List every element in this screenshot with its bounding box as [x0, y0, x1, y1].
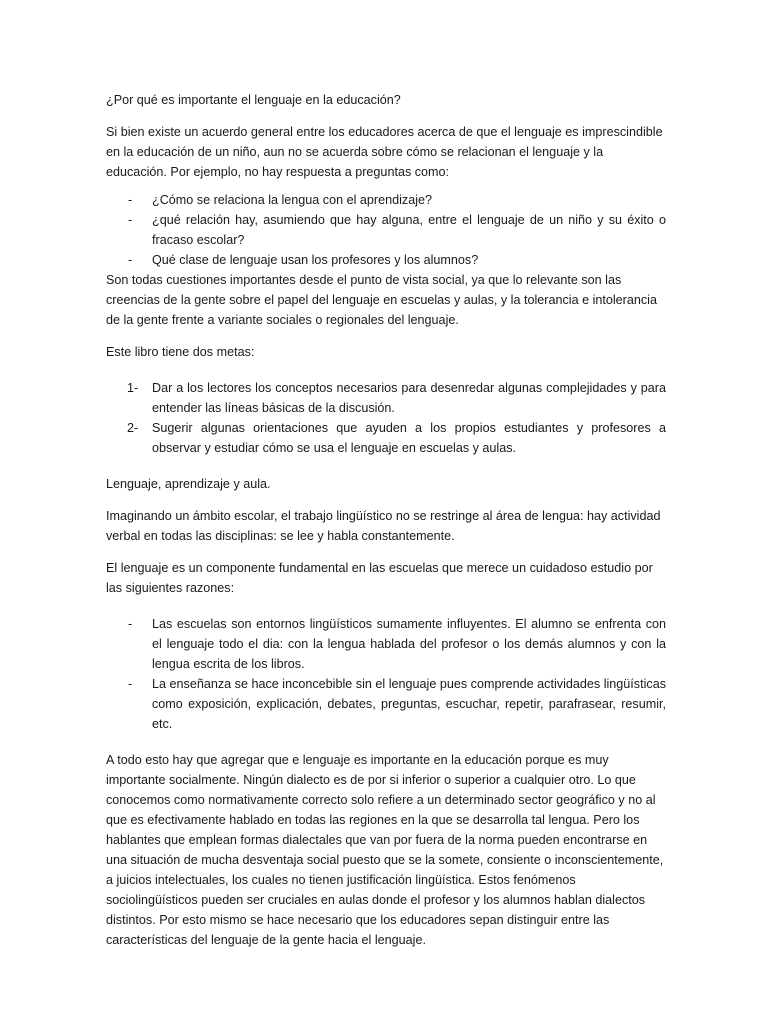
document-body — [106, 90, 666, 950]
list-item: - ¿qué relación hay, asumiendo que hay alguna, entre el lenguaje de un niño y su éxito o fracaso escolar? — [106, 210, 666, 250]
dash-marker: - — [128, 193, 133, 207]
number-marker: 1- — [127, 381, 139, 395]
list-item: 1- Dar a los lectores los conceptos necesarios para desenredar algunas complejidades y para entender las líneas básicas de la discusión. — [106, 378, 666, 418]
paragraph-conclusion: A todo esto hay que agregar que e lenguaje es importante en la educación porque es muy importante socialmente. Ningún dialecto es de por si inferior o superior a cualquier otro. Lo que conocemos como normativamente correcto solo refiere a un determinado sector geográfico y no al que es efectivamente hablado en todas las regiones en la que se desarrolla tal lengua. Pero los hablantes que emplean formas dialectales que van por fuera de la norma pueden encontrarse en una situación de mucha desventaja social puesto que se la somete, consiente o inconscientemente, a juicios intelectuales, los cuales no tienen justificación lingüística. Estos fenómenos sociolingüísticos pueden ser cruciales en aulas donde el profesor y los alumnos hablan dialectos distintos. Por esto mismo se hace necesario que los educadores sepan distinguir entre las características del lenguaje de la gente hacia el lenguaje. — [106, 753, 664, 947]
paragraph-goals-intro: Este libro tiene dos metas: — [106, 345, 255, 359]
list-item: - Qué clase de lenguaje usan los profesores y los alumnos? — [106, 250, 666, 270]
dash-marker: - — [128, 617, 133, 631]
dash-marker: - — [128, 677, 133, 691]
list-item: - Las escuelas son entornos lingüísticos sumamente influyentes. El alumno se enfrenta con el lenguaje todo el dia: con la lengua hablada del profesor o los demás alumnos y con la lengua escrita de los libros. — [106, 614, 666, 674]
list-item: 2- Sugerir algunas orientaciones que ayuden a los propios estudiantes y profesores a observar y estudiar cómo se usa el lenguaje en escuelas y aulas. — [106, 418, 666, 458]
list-item: - ¿Cómo se relaciona la lengua con el aprendizaje? — [106, 190, 666, 210]
reasons-list — [106, 614, 666, 734]
document-title: ¿Por qué es importante el lenguaje en la educación? — [106, 93, 401, 107]
paragraph-questions-note: Son todas cuestiones importantes desde el punto de vista social, ya que lo relevante son las creencias de la gente sobre el papel del lenguaje en escuelas y aulas, y la tolerancia e intolerancia de la gente frente a variante sociales o regionales del lenguaje. — [106, 273, 657, 327]
dash-marker: - — [128, 213, 133, 227]
section-heading: Lenguaje, aprendizaje y aula. — [106, 477, 271, 491]
goals-list — [106, 378, 666, 458]
paragraph-imagining: Imaginando un ámbito escolar, el trabajo lingüístico no se restringe al área de lengua: hay actividad verbal en todas las disciplinas: se lee y habla constantemente. — [106, 509, 661, 543]
question-list — [106, 190, 666, 270]
paragraph-fundamental: El lenguaje es un componente fundamental en las escuelas que merece un cuidadoso estudio por las siguientes razones: — [106, 561, 653, 595]
paragraph-intro: Si bien existe un acuerdo general entre los educadores acerca de que el lenguaje es imprescindible en la educación de un niño, aun no se acuerda sobre cómo se relacionan el lenguaje y la educación. Por ejemplo, no hay respuesta a preguntas como: — [106, 125, 663, 179]
list-item: - La enseñanza se hace inconcebible sin el lenguaje pues comprende actividades lingüísticas como exposición, explicación, debates, preguntas, escuchar, repetir, parafrasear, resumir, etc. — [106, 674, 666, 734]
number-marker: 2- — [127, 421, 139, 435]
dash-marker: - — [128, 253, 133, 267]
